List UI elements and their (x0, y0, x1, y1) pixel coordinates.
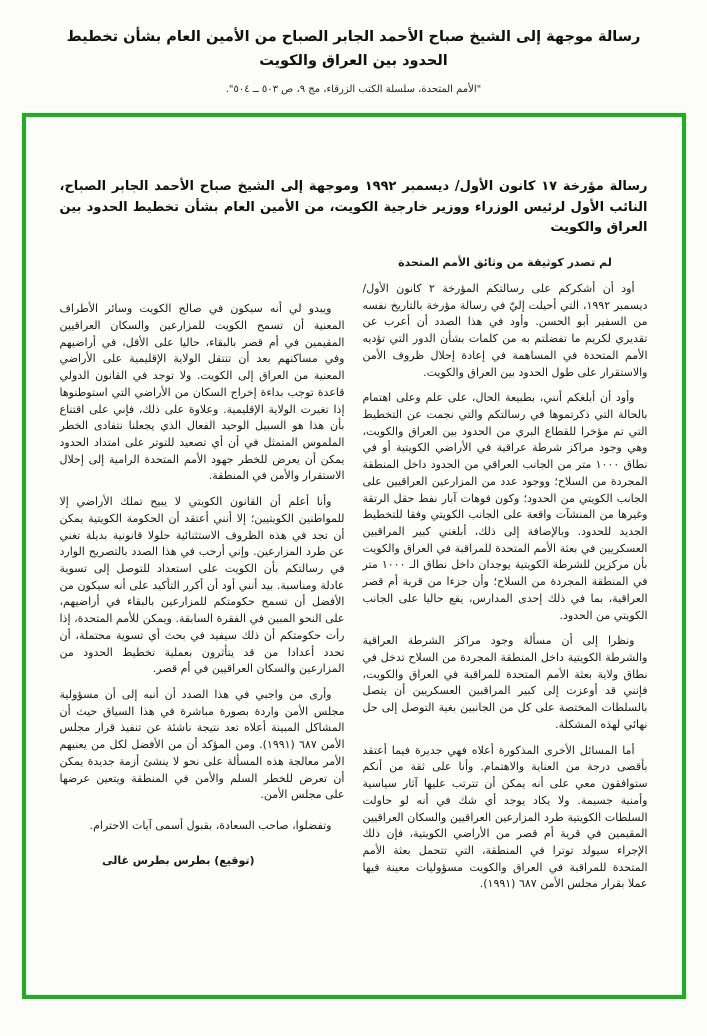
signature-line: (توقيع) بطرس بطرس غالى (102, 853, 255, 867)
column-left (60, 255, 345, 902)
paragraph: وأرى من واجبي في هذا الصدد أن أنبه إلى أن مسؤولية مجلس الأمن واردة بصورة مباشرة في هذا السياق حيث أن المشاكل المبينة أعلاه تعد نتيجة ناشئة عن تنفيذ قرار مجلس الأمن ٦٨٧ (١٩٩١). ومن المؤكد أن من الأفضل لكل من يعنيهم الأمر معالجة هذه المسألة على نحو لا ينشئ أزمة جديدة يمكن أن تعرض للخطر السلم والأمن في المنطقة ويتعين عرضها على مجلس الأمن. (59, 688, 345, 802)
not-un-document-note: لم تصدر كوثيقة من وثائق الأمم المتحدة (398, 256, 612, 270)
paragraph: ونظرا إلى أن مسألة وجود مراكز الشرطة العراقية والشرطة الكويتية داخل المنطقة المجردة من السلاح تدخل في نطاق ولاية بعثة الأمم المتحدة للمراقبة في العراق والكويت، فإنني قد أوعزت إلى كبير المراقبين العسكريين أن يتصل بالسلطات المختصة على كل من الجانبين بغية التوصل إلى حل نهائي لهذه المشكلة. (362, 634, 648, 731)
page-title-line-1: رسالة موجهة إلى الشيخ صباح الأحمد الجابر الصباح من الأمين العام بشأن تخطيط (66, 29, 641, 45)
paragraph: وأود أن أبلغكم أنني، بطبيعة الحال، على علم وعلى اهتمام بالحالة التي ذكرتموها في رسالتكم والتي نجمت عن التخطيط التي تم مؤخرا للقطاع البري من الحدود بين العراق والكويت، وهي وجود مراكز شرطة عراقية في الأراضي الكويتية أو في نطاق ١٠٠٠ متر من الجانب العراقي من الحدود داخل المنطقة المجردة من السلاح؛ ووجود عدد من المزارعين العراقيين على الجانب الكويتي من الحدود؛ وكون فوهات آبار نفط حقل الرتقة وغيرها من المنشآت واقعة على الجانب الكويتي وفقا للتخطيط الجديد للحدود. وبالإضافة إلى ذلك، أبلغني كبير المراقبين العسكريين في بعثة الأمم المتحدة للمراقبة في العراق والكويت بأن مركزين للشرطة الكويتية يوجدان داخل نطاق الـ ١٠٠٠ متر في المنطقة المجردة من السلاح؛ وأن جزءا من قرية أم قصر العراقية، بما في ذلك إحدى المدارس، يقع حاليا على الجانب الكويتي من الحدود. (362, 391, 648, 622)
paragraph: ويبدو لي أنه سيكون في صالح الكويت وسائر الأطراف المعنية أن تسمح الكويت للمزارعين والسكان العراقيين المقيمين في أم قصر بالبقاء، حاليا على الأقل، في أراضيهم وفي مساكنهم بعد أن تنتقل الولاية الإقليمية على الأراضي المعنية من العراق إلى الكويت. ولا توجد في القانون الدولي قاعدة توجب بداءة إخراج السكان من الأراضي التي استوطنوها إذا تغيرت الولاية الإقليمية. وعلاوة على ذلك، فإني على اقتناع بأن هذا هو السبيل الوحيد الفعال الذي يجعلنا نتفادى الخطر الملموس المتمثل في أن أي تصعيد للتوتر على امتداد الحدود يمكن أن يعرض للخطر جهود الأمم المتحدة الرامية إلى إحلال الاستقرار والأمن في المنطقة. (59, 302, 345, 483)
paragraph: أود أن أشكركم على رسالتكم المؤرخة ٢ كانون الأول/ ديسمبر ١٩٩٢، التي أحيلت إليّ في رسالة مؤرخة بالتاريخ نفسه من السفير أبو الحسن. وأود في هذا الصدد أن أعرب عن تقديري لكريم ما تفضلتم به من كلمات بشأن الدور التي تؤديه الأمم المتحدة في المساهمة في إعادة إحلال ظروف الأمن والاستقرار على طول الحدود بين العراق والكويت. (362, 281, 648, 379)
paragraph: وأنا أعلم أن القانون الكويتي لا يبيح تملك الأراضي إلا للمواطنين الكويتيين؛ إلا أنني أعتقد أن الحكومة الكويتية يمكن أن تجد في هذه الظروف الاستثنائية حلولا قانونية بديلة تغني عن طرد المزارعين. وإني أرحب في هذا الصدد بالتصريح الوارد في رسالتكم بأن الكويت على استعداد للتوصل إلى تسوية عادلة ومناسبة. بيد أنني أود أن أكرر التأكيد على أنه سيكون من الأفضل أن تسمح حكومتكم للمزارعين بالبقاء في أراضيهم، على النحو المبين في الفقرة السابقة. ويمكن للأمم المتحدة، إذا رأت حكومتكم أن ذلك سيفيد في بحث أي تسوية محتملة، أن تحدد أعدادا من قد يتأثرون بعملية تخطيط الحدود من المزارعين والسكان العراقيين في أم قصر. (59, 495, 345, 676)
paragraph: أما المسائل الأخرى المذكورة أعلاه فهي جديرة فيما أعتقد بأقصى درجة من العناية والاهتمام. وأنا على ثقة من أنكم ستوافقون معي على أنه يمكن أن تترتب عليها آثار سياسية وأمنية جسيمة. ولا يكاد يوجد أي شك في أنه لو حاولت السلطات الكويتية طرد المزارعين العراقيين والسكان العراقيين المقيمين في قرية أم قصر من الأراضي الكويتية، فإن ذلك الإجراء سيولد توترا في المنطقة، التي تتحمل بعثة الأمم المتحدة للمراقبة في العراق والكويت مسؤوليات معينة فيها عملا بقرار مجلس الأمن ٦٨٧ (١٩٩١). (362, 743, 648, 891)
page-header (0, 0, 707, 95)
page-title-line-2: الحدود بين العراق والكويت (259, 52, 448, 69)
column-right (363, 255, 648, 902)
closing-salutation: وتفضلوا، صاحب السعادة، بقبول أسمى آيات الاحترام. (89, 819, 332, 833)
source-citation: "الأمم المتحدة، سلسلة الكتب الزرقاء، مج ٩، ص ٥٠٣ ــ ٥٠٤". (225, 83, 482, 95)
green-document-frame (22, 113, 686, 999)
letter-header: رسالة مؤرخة ١٧ كانون الأول/ ديسمبر ١٩٩٢ وموجهة إلى الشيخ صباح الأحمد الجابر الصباح، النائب الأول لرئيس الوزراء ووزير خارجية الكويت، من الأمين العام بشأن تخطيط الحدود بين العراق والكويت (59, 178, 648, 236)
two-column-body (60, 255, 648, 902)
